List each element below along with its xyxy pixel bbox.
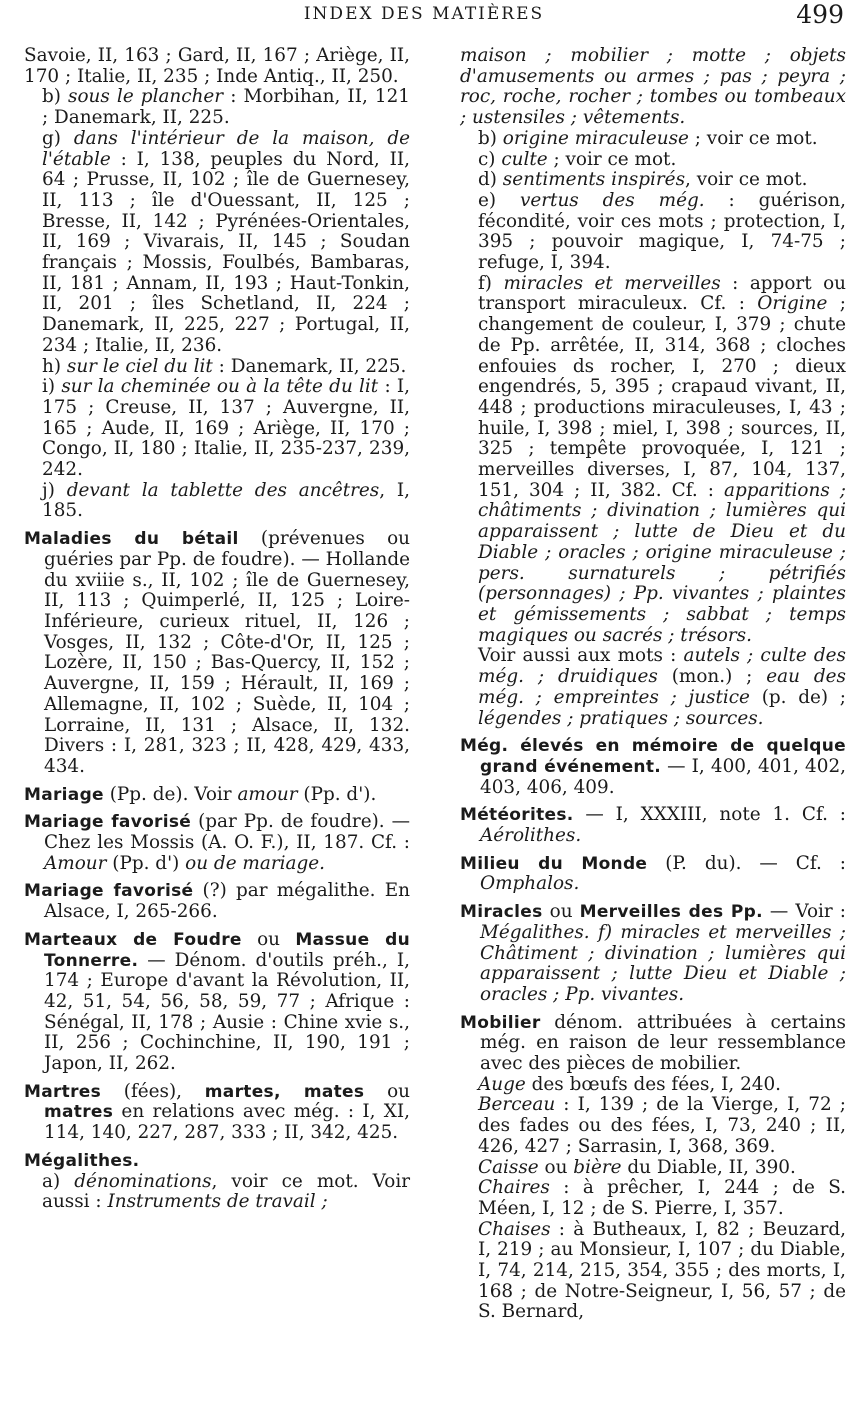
sub-entry-e: e) vertus des még. : guérison, fécondité, voir ces mots ; protection, I, 395 ; pouvoir magique, I, 74-75 ; refuge, I, 394.: [478, 189, 846, 274]
sub-entry-a: a) dénominations, voir ce mot. Voir aussi : Instruments de travail ;: [42, 1170, 410, 1213]
entry-maladies: Maladies du bétail (prévenues ou guéries par Pp. de foudre). — Hollande du xviiie s., II, 102 ; île de Guernesey, II, 113 ; Quimperlé, II, 125 ; Loire-Inférieure, curieux rituel, II, 126 ; Vosges, II, 132 ; Côte-d'Or, II, 125 ; Lozère, II, 150 ; Bas-Quercy, II, 152 ; Auvergne, II, 159 ; Hérault, II, 169 ; Allemagne, II, 102 ; Suède, II, 104 ; Lorraine, II, 131 ; Alsace, II, 132. Divers : I, 281, 323 ; II, 428, 429, 433, 434.: [24, 528, 410, 777]
right-cont-entry: maison ; mobilier ; motte ; objets d'amusements ou armes ; pas ; peyra ; roc, roche, rocher ; tombes ou tombeaux ; ustensiles ; vêtements.: [460, 45, 846, 129]
entry-miracles: Miracles ou Merveilles des Pp. — Voir : Mégalithes. f) miracles et merveilles ; Châtiment ; divination ; lumières qui apparaissent ; lutte Dieu et Diable ; oracles ; Pp. vivantes.: [460, 901, 846, 1005]
running-head: INDEX DES MATIÈRES: [303, 4, 545, 24]
sub-entry-c: c) culte ; voir ce mot.: [478, 148, 677, 170]
right-column: [460, 46, 846, 1323]
entry-marteaux: Marteaux de Foudre ou Massue du Tonnerre. — Dénom. d'outils préh., I, 174 ; Europe d'avant la Révolution, II, 42, 51, 54, 56, 58, 59, 77 ; Afrique : Sénégal, II, 178 ; Ausie : Chine xvie s., II, 256 ; Cochinchine, II, 190, 191 ; Japon, II, 262.: [24, 928, 410, 1075]
entry-mariage-favorise-1: Mariage favorisé (par Pp. de foudre). — Chez les Mossis (A. O. F.), II, 187. Cf. : Amour (Pp. d') ou de mariage.: [24, 811, 410, 874]
entry-megalithes: Mégalithes.: [24, 1150, 140, 1171]
sub-entry-j: j) devant la tablette des ancêtres, I, 185.: [42, 479, 410, 522]
entry-milieu: Milieu du Monde (P. du). — Cf. : Omphalos.: [460, 852, 846, 895]
sub-entry-b-right: b) origine miraculeuse ; voir ce mot.: [478, 127, 818, 149]
sub-entry-caisse: Caisse ou bière du Diable, II, 390.: [478, 1156, 796, 1178]
sub-entry-chaires: Chaires : à prêcher, I, 244 ; de S. Méen, I, 12 ; de S. Pierre, I, 357.: [478, 1177, 846, 1219]
voir-aussi: Voir aussi aux mots : autels ; culte des még. ; druidiques (mon.) ; eau des még. ; empreintes ; justice (p. de) ; légendes ; pratiques ; sources.: [478, 645, 846, 729]
left-column: [24, 46, 410, 1213]
sub-entry-berceau: Berceau : I, 139 ; de la Vierge, I, 72 ; des fades ou des fées, I, 73, 240 ; II, 426, 427 ; Sarrasin, I, 368, 369.: [478, 1094, 846, 1157]
page-number: 499: [796, 0, 844, 29]
entry-martres: Martres (fées), martes, mates ou matres en relations avec még. : I, XI, 114, 140, 227, 287, 333 ; II, 342, 425.: [24, 1080, 411, 1144]
sub-entry-d: d) sentiments inspirés, voir ce mot.: [478, 169, 808, 191]
sub-entry-h: h) sur le ciel du lit : Danemark, II, 225.: [42, 355, 407, 377]
sub-entry-auge: Auge des bœufs des fées, I, 240.: [478, 1073, 782, 1095]
sub-entry-i: i) sur la cheminée ou à la tête du lit : I, 175 ; Creuse, II, 137 ; Auvergne, II, 165 ; Aude, II, 169 ; Ariège, II, 170 ; Congo, II, 180 ; Italie, II, 235-237, 239, 242.: [42, 376, 410, 481]
sub-entry-chaises: Chaises : à Butheaux, I, 82 ; Beuzard, I, 219 ; au Monsieur, I, 107 ; du Diable, I, 74, 214, 215, 354, 355 ; des morts, I, 168 ; de Notre-Seigneur, I, 56, 57 ; de S. Bernard,: [478, 1218, 846, 1323]
entry-mariage: Mariage (Pp. de). Voir amour (Pp. d').: [24, 783, 377, 805]
sub-entry-b: b) sous le plancher : Morbihan, II, 121 ; Danemark, II, 225.: [42, 86, 411, 129]
entry-meg-eleves: Még. élevés en mémoire de quelque grand événement. — I, 400, 401, 402, 403, 406, 409.: [460, 736, 847, 798]
entry-mariage-favorise-2: Mariage favorisé (?) par mégalithe. En Alsace, I, 265-266.: [24, 880, 410, 923]
sub-entry-g: g) dans l'intérieur de la maison, de l'étable : I, 138, peuples du Nord, II, 64 ; Prusse, II, 102 ; île de Guernesey, II, 113 ; île d'Ouessant, II, 125 ; Bresse, II, 142 ; Pyrénées-Orientales, II, 169 ; Vivarais, II, 145 ; Soudan français ; Mossis, Foulbés, Bambaras, II, 181 ; Annam, II, 193 ; Haut-Tonkin, II, 201 ; îles Schetland, II, 224 ; Danemark, II, 225, 227 ; Portugal, II, 234 ; Italie, II, 236.: [42, 127, 410, 356]
sub-entry-f: f) miracles et merveilles : apport ou transport miraculeux. Cf. : Origine ; changement de couleur, I, 379 ; chute de Pp. arrêtée, II, 314, 368 ; cloches enfouies ds rocher, I, 270 ; dieux engendrés, 5, 395 ; crapaud vivant, II, 448 ; productions miraculeuses, I, 43 ; huile, I, 398 ; miel, I, 398 ; sources, II, 325 ; tempête provoquée, I, 121 ; merveilles diverses, I, 87, 104, 137, 151, 304 ; II, 382. Cf. : apparitions ; châtiments ; divination ; lumières qui apparaissent ; lutte de Dieu et du Diable ; oracles ; origine miraculeuse ; pers. surnaturels ; pétrifiés (personnages) ; Pp. vivantes ; plaintes et gémissements ; sabbat ; temps magiques ou sacrés ; trésors.: [478, 272, 846, 646]
entry-meteorites: Météorites. — I, XXXIII, note 1. Cf. : Aérolithes.: [460, 804, 846, 847]
entry-mobilier: Mobilier dénom. attribuées à certains még. en raison de leur ressemblance avec des pièces de mobilier.: [460, 1011, 846, 1075]
left-cont-entry: Savoie, II, 163 ; Gard, II, 167 ; Ariège, II, 170 ; Italie, II, 235 ; Inde Antiq., II, 250.: [24, 45, 410, 87]
page-header: [0, 0, 848, 30]
